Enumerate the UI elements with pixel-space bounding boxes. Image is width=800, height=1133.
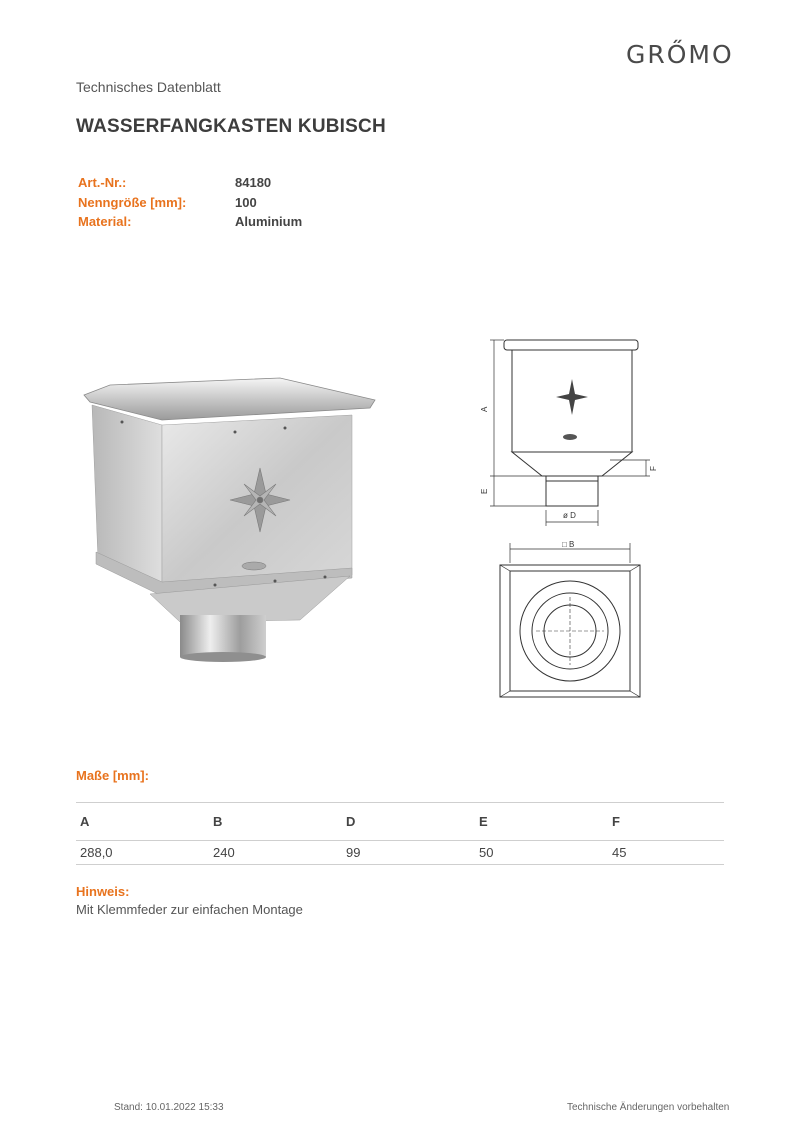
technical-drawing-side-view	[470, 330, 670, 535]
footer-disclaimer: Technische Änderungen vorbehalten	[567, 1102, 730, 1113]
spec-label-size: Nenngröße [mm]:	[78, 195, 187, 210]
dimensions-table	[76, 802, 724, 865]
column-header-e: E	[475, 803, 608, 841]
table-header-row	[76, 803, 724, 841]
brand-logo: GRŐMO	[626, 40, 734, 69]
dim-label-a: A	[480, 406, 489, 412]
page-title: WASSERFANGKASTEN KUBISCH	[76, 116, 386, 137]
dimensions-label: Maße [mm]:	[76, 768, 149, 783]
dim-label-e: E	[480, 488, 489, 494]
column-header-b: B	[209, 803, 342, 841]
note-text: Mit Klemmfeder zur einfachen Montage	[76, 902, 303, 917]
column-header-a: A	[76, 803, 209, 841]
product-image	[70, 370, 390, 670]
footer-date: Stand: 10.01.2022 15:33	[114, 1102, 224, 1113]
value-b: 240	[209, 841, 342, 865]
spec-value-material: Aluminium	[235, 214, 303, 229]
spec-label-material: Material:	[78, 214, 132, 229]
value-f: 45	[608, 841, 724, 865]
column-header-d: D	[342, 803, 475, 841]
value-a: 288,0	[76, 841, 209, 865]
table-row	[76, 841, 724, 865]
spec-label-article: Art.-Nr.:	[78, 175, 127, 190]
dim-label-f: F	[649, 466, 658, 471]
value-e: 50	[475, 841, 608, 865]
spec-value-size: 100	[235, 195, 257, 210]
note-label: Hinweis:	[76, 884, 130, 899]
value-d: 99	[342, 841, 475, 865]
column-header-f: F	[608, 803, 724, 841]
dim-label-d: ø D	[563, 511, 576, 520]
document-type: Technisches Datenblatt	[76, 79, 221, 95]
technical-drawing-top-view	[490, 535, 650, 705]
dim-label-b: □ B	[562, 540, 575, 549]
spec-value-article: 84180	[235, 175, 272, 190]
